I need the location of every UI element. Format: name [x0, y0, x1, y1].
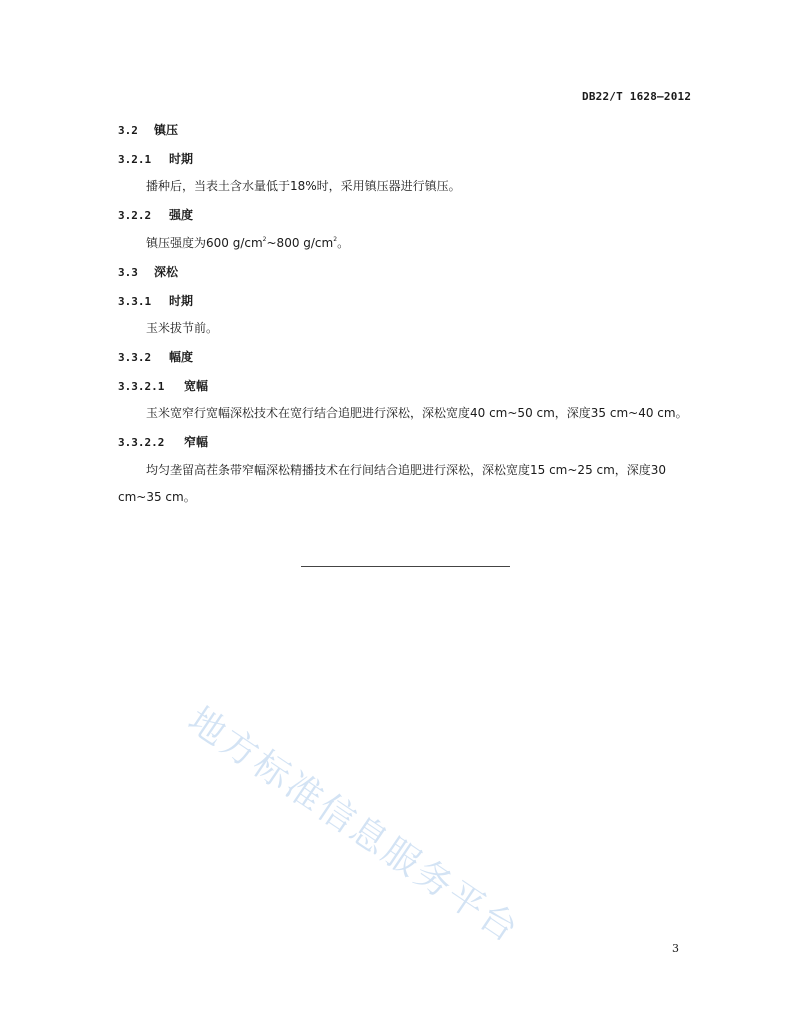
pressure-text-end: 。	[337, 236, 350, 250]
section-number: 3.2.1	[118, 153, 152, 166]
section-3-3-2-2-text-line2: cm~35 cm。	[118, 490, 196, 504]
pressure-text-start: 镇压强度为600 g/cm	[146, 236, 263, 250]
section-3-2-heading	[118, 121, 178, 138]
section-title: 窄幅	[184, 435, 209, 449]
section-3-3-1-heading	[118, 292, 193, 309]
section-3-3-2-1-text: 玉米宽窄行宽幅深松技术在宽行结合追肥进行深松，深松宽度40 cm~50 cm，深度35 cm~40 cm。	[146, 406, 688, 420]
pressure-text-middle: ~800 g/cm	[266, 236, 334, 250]
watermark: 地方标准信息服务平台	[180, 699, 527, 952]
section-3-3-1-text: 玉米拔节前。	[146, 321, 219, 335]
section-3-3-2-2-text-line1: 均匀垄留高茬条带窄幅深松精播技术在行间结合追肥进行深松，深松宽度15 cm~25 cm，深度30	[146, 463, 667, 477]
section-number: 3.3.2.1	[118, 380, 165, 393]
section-3-3-2-heading	[118, 348, 193, 365]
section-title: 深松	[154, 265, 179, 279]
section-3-2-2-heading	[118, 206, 193, 223]
section-3-3-2-1-heading	[118, 377, 208, 394]
section-3-2-1-heading	[118, 150, 193, 167]
section-3-2-2-text	[146, 234, 349, 251]
section-3-3-2-2-heading	[118, 433, 208, 450]
end-of-document-rule	[301, 566, 510, 567]
section-title: 镇压	[154, 123, 179, 137]
section-title: 时期	[169, 294, 194, 308]
superscript-2: 2	[333, 236, 338, 243]
section-3-2-1-text: 播种后，当表土含水量低于18%时，采用镇压器进行镇压。	[146, 179, 461, 193]
document-code: DB22/T 1628—2012	[582, 90, 692, 103]
section-title: 时期	[169, 152, 194, 166]
section-number: 3.3	[118, 266, 138, 279]
section-number: 3.2.2	[118, 209, 152, 222]
section-title: 强度	[169, 208, 194, 222]
section-number: 3.3.1	[118, 295, 152, 308]
section-title: 宽幅	[184, 379, 209, 393]
section-3-3-heading	[118, 263, 178, 280]
section-title: 幅度	[169, 350, 194, 364]
section-number: 3.3.2.2	[118, 436, 165, 449]
section-number: 3.3.2	[118, 351, 152, 364]
page-number: 3	[672, 942, 679, 955]
superscript-2: 2	[262, 236, 267, 243]
section-number: 3.2	[118, 124, 138, 137]
